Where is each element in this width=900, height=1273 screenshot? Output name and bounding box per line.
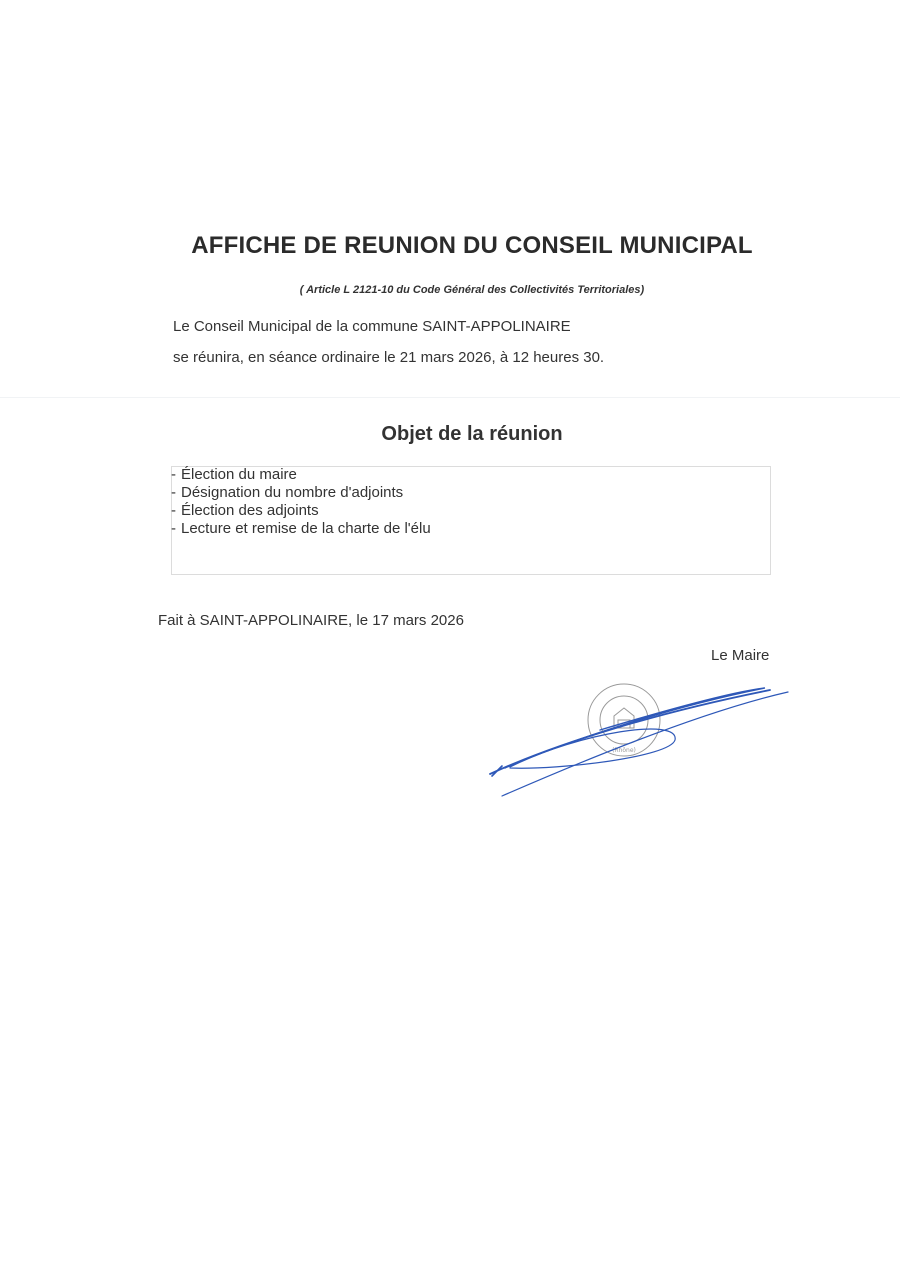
made-at-line: Fait à SAINT-APPOLINAIRE, le 17 mars 2026 [158, 612, 464, 629]
agenda-list [171, 466, 431, 538]
page-title: AFFICHE DE REUNION DU CONSEIL MUNICIPAL [191, 232, 753, 259]
legal-reference: ( Article L 2121-10 du Code Général des Collectivités Territoriales) [299, 284, 645, 296]
stamp-bottom-text: (Rhône) [612, 747, 636, 754]
agenda-item: - Élection des adjoints [171, 502, 319, 519]
agenda-item-text: Élection des adjoints [181, 502, 319, 519]
intro-line-commune: Le Conseil Municipal de la commune SAINT-APPOLINAIRE [173, 318, 571, 335]
signer-title: Le Maire [711, 647, 770, 664]
agenda-heading: Objet de la réunion [381, 423, 563, 445]
agenda-item: - Lecture et remise de la charte de l'élu [171, 520, 431, 537]
agenda-item: - Élection du maire [171, 466, 297, 483]
intro-line-session: se réunira, en séance ordinaire le 21 mars 2026, à 12 heures 30. [173, 349, 605, 366]
stamp-and-signature [480, 672, 800, 802]
signature [490, 688, 788, 796]
agenda-item-text: Désignation du nombre d'adjoints [181, 484, 404, 501]
agenda-item: - Désignation du nombre d'adjoints [171, 484, 404, 501]
scan-artifact-line [0, 397, 900, 398]
agenda-item-text: Élection du maire [181, 466, 297, 483]
agenda-item-text: Lecture et remise de la charte de l'élu [181, 520, 431, 537]
